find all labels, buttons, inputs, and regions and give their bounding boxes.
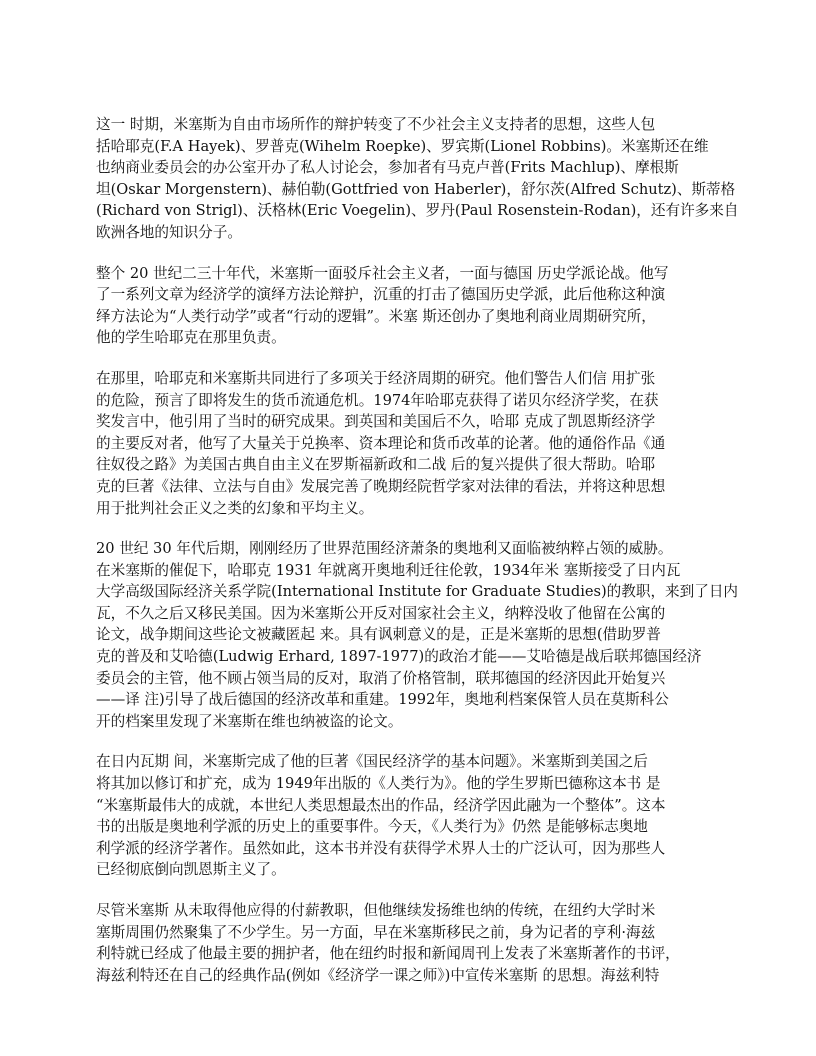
text-line: 这一 时期，米塞斯为自由市场所作的辩护转变了不少社会主义支持者的思想，这些人包 bbox=[96, 116, 656, 133]
document-page bbox=[96, 114, 739, 1005]
text-line: 委员会的主管，他不顾占领当局的反对，取消了价格管制，联邦德国的经济因此开始复兴 bbox=[96, 669, 666, 687]
text-line: 也纳商业委员会的办公室开办了私人讨论会，参加者有马克卢普(Frits Machlup)、摩根斯 bbox=[96, 159, 679, 177]
text-line: 论文，战争期间这些论文被藏匿起 来。具有讽刺意义的是，正是米塞斯的思想(借助罗普 bbox=[96, 626, 661, 644]
text-line: 已经彻底倒向凯恩斯主义了。 bbox=[96, 861, 286, 879]
text-line: 利学派的经济学著作。虽然如此，这本书并没有获得学术界人士的广泛认可，因为那些人 bbox=[96, 839, 666, 857]
text-line: 海兹利特还在自己的经典作品(例如《经济学一课之师》)中宣传米塞斯 的思想。海兹利特 bbox=[96, 966, 660, 984]
paragraph-4 bbox=[96, 538, 739, 732]
text-line: 奖发言中，他引用了当时的研究成果。到英国和美国后不久，哈耶 克成了凯恩斯经济学 bbox=[96, 413, 656, 431]
text-line: 坦(Oskar Morgenstern)、赫伯勒(Gottfried von Haberler)，舒尔茨(Alfred Schutz)、斯蒂格 bbox=[96, 180, 736, 198]
text-line: 了一系列文章为经济学的演绎方法论辩护，沉重的打击了德国历史学派，此后他称这种演 bbox=[96, 286, 666, 304]
text-line: 括哈耶克(F.A Hayek)、罗普克(Wihelm Roepke)、罗宾斯(Lionel Robbins)。米塞斯还在维 bbox=[96, 137, 709, 155]
text-line: 克的巨著《法律、立法与自由》发展完善了晚期经院哲学家对法律的看法，并将这种思想 bbox=[96, 477, 666, 495]
text-line: “米塞斯最伟大的成就，本世纪人类思想最杰出的作品，经济学因此融为一个整体”。这本 bbox=[96, 796, 666, 814]
text-line: 他的学生哈耶克在那里负责。 bbox=[96, 329, 286, 347]
text-line: 书的出版是奥地利学派的历史上的重要事件。今天，《人类行为》仍然 是能够标志奥地 bbox=[96, 818, 648, 836]
text-line: 在米塞斯的催促下，哈耶克 1931 年就离开奥地利迁往伦敦，1934年米 塞斯接受了日内瓦 bbox=[96, 561, 681, 579]
text-line: 塞斯周围仍然聚集了不少学生。另一方面，早在米塞斯移民之前，身为记者的亨利·海兹 bbox=[96, 923, 656, 941]
text-line: (Richard von Strigl)、沃格林(Eric Voegelin)、罗丹(Paul Rosenstein-Rodan)，还有许多来自 bbox=[96, 202, 739, 220]
paragraph-6 bbox=[96, 900, 726, 986]
text-line: 尽管米塞斯 从未取得他应得的付薪教职，但他继续发扬维也纳的传统，在纽约大学时米 bbox=[96, 902, 656, 919]
text-line: 欧洲各地的知识分子。 bbox=[96, 223, 242, 241]
text-line: 将其加以修订和扩充，成为 1949年出版的《人类行为》。他的学生罗斯巴德称这本书 是 bbox=[96, 775, 661, 793]
text-line: 在那里，哈耶克和米塞斯共同进行了多项关于经济周期的研究。他们警告人们信 用扩张 bbox=[96, 369, 656, 387]
text-line: 大学高级国际经济关系学院(International Institute for Graduate Studies)的教职，来到了日内 bbox=[96, 583, 739, 601]
text-line: 往奴役之路》为美国古典自由主义在罗斯福新政和二战 后的复兴提供了很大帮助。哈耶 bbox=[96, 456, 656, 474]
paragraph-1 bbox=[96, 114, 739, 244]
text-line: 利特就已经成了他最主要的拥护者，他在纽约时报和新闻周刊上发表了米塞斯著作的书评， bbox=[96, 945, 680, 963]
paragraph-2 bbox=[96, 263, 726, 349]
text-line: 在日内瓦期 间，米塞斯完成了他的巨著《国民经济学的基本问题》。米塞斯到美国之后 bbox=[96, 753, 648, 771]
paragraph-5 bbox=[96, 751, 726, 881]
text-line: 用于批判社会正义之类的幻象和平均主义。 bbox=[96, 499, 374, 517]
text-line: 20 世纪 30 年代后期，刚刚经历了世界范围经济萧条的奥地利又面临被纳粹占领的威胁。 bbox=[96, 540, 673, 558]
text-line: 的主要反对者，他写了大量关于兑换率、资本理论和货币改革的论著。他的通俗作品《通 bbox=[96, 434, 666, 452]
paragraph-3 bbox=[96, 368, 726, 519]
text-line: 的危险，预言了即将发生的货币流通危机。1974年哈耶克获得了诺贝尔经济学奖，在获 bbox=[96, 391, 659, 409]
text-line: 克的普及和艾哈德(Ludwig Erhard, 1897-1977)的政治才能——艾哈德是战后联邦德国经济 bbox=[96, 648, 702, 666]
text-line: ——译 注)引导了战后德国的经济改革和重建。1992年，奥地利档案保管人员在莫斯科公 bbox=[96, 691, 669, 709]
text-line: 瓦，不久之后又移民美国。因为米塞斯公开反对国家社会主义，纳粹没收了他留在公寓的 bbox=[96, 604, 666, 622]
text-line: 绎方法论为“人类行动学”或者“行动的逻辑”。米塞 斯还创办了奥地利商业周期研究所， bbox=[96, 307, 656, 325]
text-line: 开的档案里发现了米塞斯在维也纳被盗的论文。 bbox=[96, 712, 403, 730]
text-line: 整个 20 世纪二三十年代，米塞斯一面驳斥社会主义者，一面与德国 历史学派论战。他写 bbox=[96, 264, 669, 282]
